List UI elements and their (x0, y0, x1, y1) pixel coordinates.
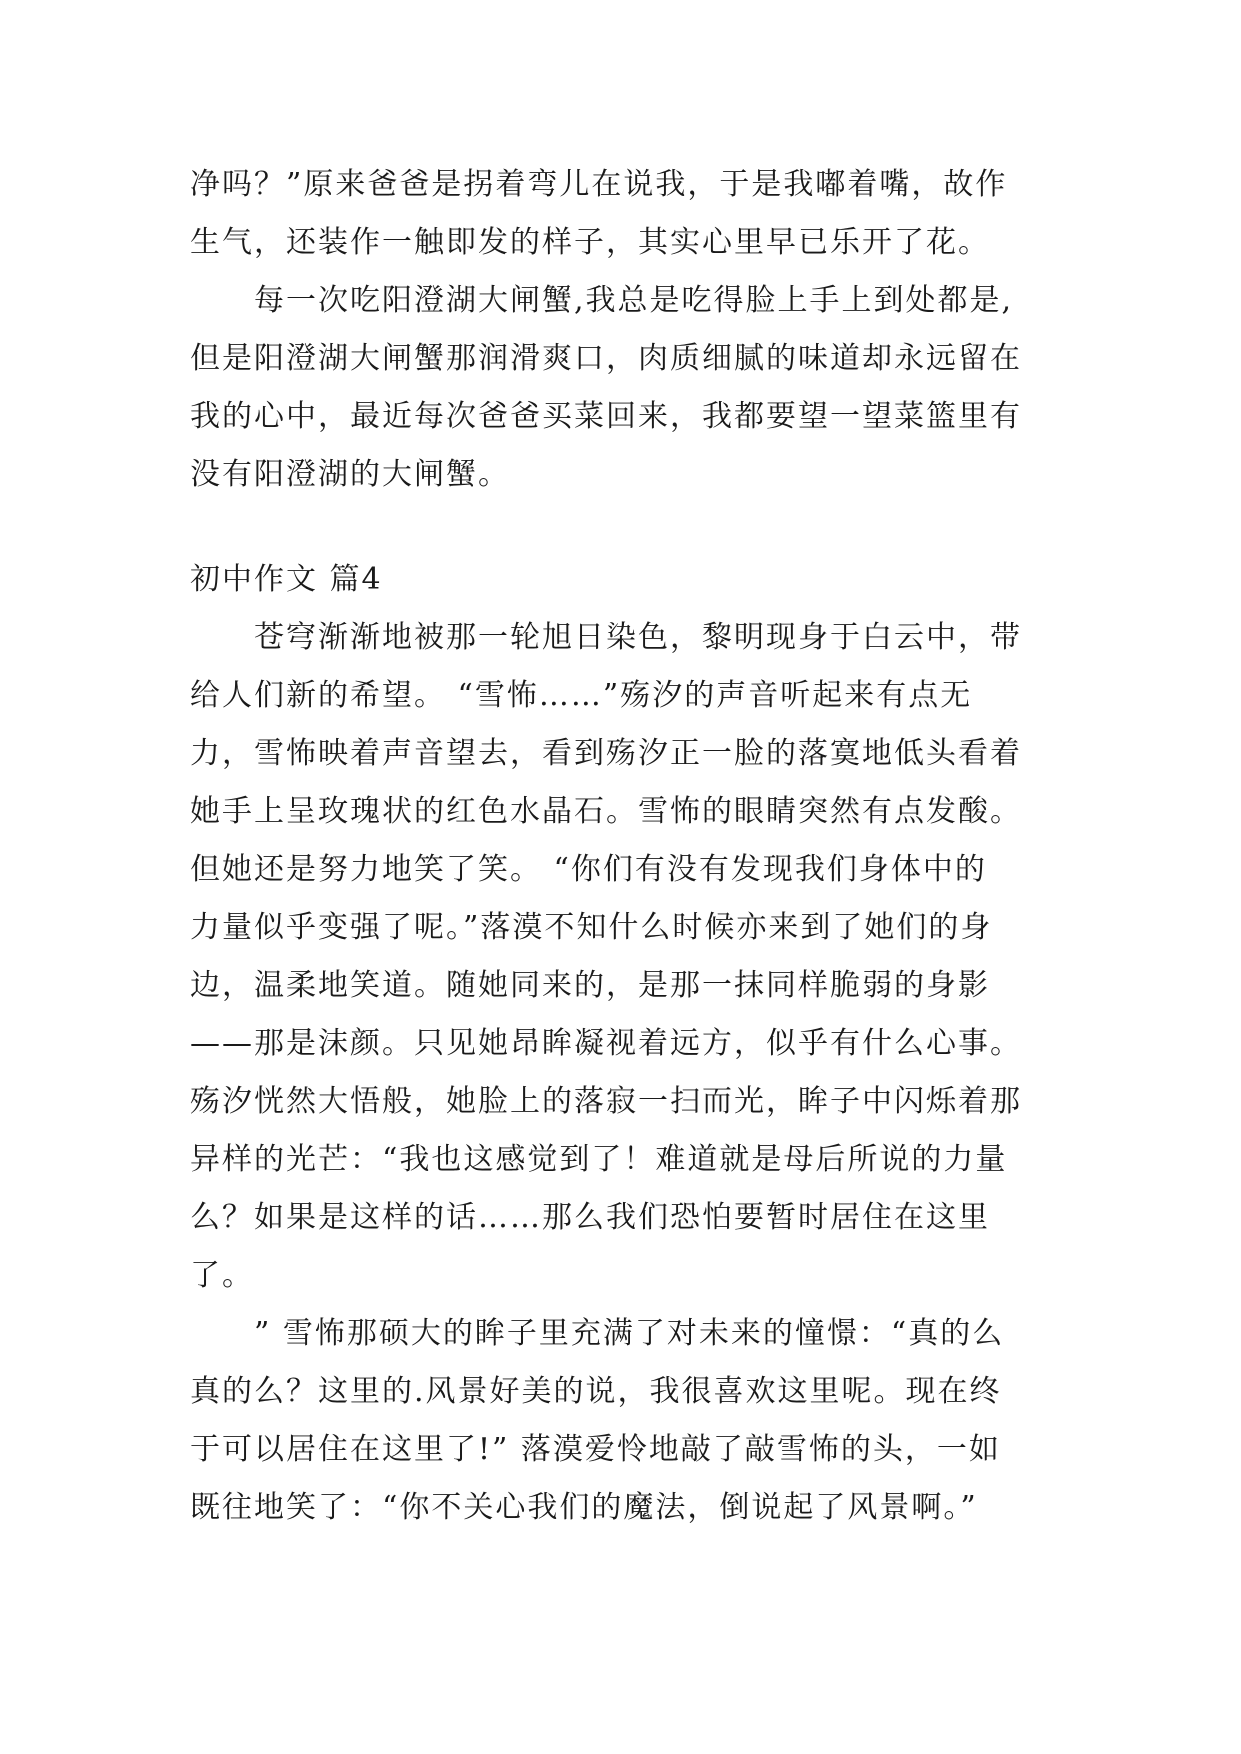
text-line: ” 雪怖那硕大的眸子里充满了对未来的憧憬：“真的么 (190, 1316, 1005, 1351)
text-line: 没有阳澄湖的大闸蟹。 (190, 457, 510, 492)
text-line: 但是阳澄湖大闸蟹那润滑爽口，肉质细腻的味道却永远留在 (190, 341, 1022, 376)
text-line: ——那是沫颜。只见她昂眸凝视着远方，似乎有什么心事。 (190, 1026, 1022, 1061)
text-line: 生气，还装作一触即发的样子，其实心里早已乐开了花。 (190, 225, 990, 260)
text-line: 我的心中，最近每次爸爸买菜回来，我都要望一望菜篮里有 (190, 399, 1022, 434)
text-line: 既往地笑了：“你不关心我们的魔法，倒说起了风景啊。” (190, 1490, 978, 1525)
text-line: 真的么？这里的.风景好美的说，我很喜欢这里呢。现在终 (190, 1374, 1002, 1409)
text-line: 力，雪怖映着声音望去，看到殇汐正一脸的落寞地低头看着 (190, 736, 1022, 771)
section-heading: 初中作文 篇4 (190, 562, 383, 597)
text-line: 净吗？”原来爸爸是拐着弯儿在说我，于是我嘟着嘴，故作 (190, 167, 1008, 202)
text-line: 她手上呈玫瑰状的红色水晶石。雪怖的眼睛突然有点发酸。 (190, 794, 1022, 829)
text-line: 异样的光芒：“我也这感觉到了！难道就是母后所说的力量 (190, 1142, 1008, 1177)
text-line: 力量似乎变强了呢。”落漠不知什么时候亦来到了她们的身 (190, 910, 993, 945)
text-line: 了。 (190, 1258, 254, 1293)
text-line: 殇汐恍然大悟般，她脸上的落寂一扫而光，眸子中闪烁着那 (190, 1084, 1022, 1119)
text-line: 边，温柔地笑道。随她同来的，是那一抹同样脆弱的身影 (190, 968, 990, 1003)
text-line: 苍穹渐渐地被那一轮旭日染色，黎明现身于白云中，带 (190, 620, 1022, 655)
text-line: 每一次吃阳澄湖大闸蟹,我总是吃得脸上手上到处都是, (190, 283, 1014, 318)
section-1-text (190, 156, 1090, 504)
section-2-text (190, 551, 1090, 1537)
text-line: 么？如果是这样的话……那么我们恐怕要暂时居住在这里 (190, 1200, 990, 1235)
text-line: 给人们新的希望。 “雪怖……”殇汐的声音听起来有点无 (190, 678, 973, 713)
text-line: 但她还是努力地笑了笑。 “你们有没有发现我们身体中的 (190, 852, 987, 887)
text-line: 于可以居住在这里了!” 落漠爱怜地敲了敲雪怖的头，一如 (190, 1432, 1001, 1467)
